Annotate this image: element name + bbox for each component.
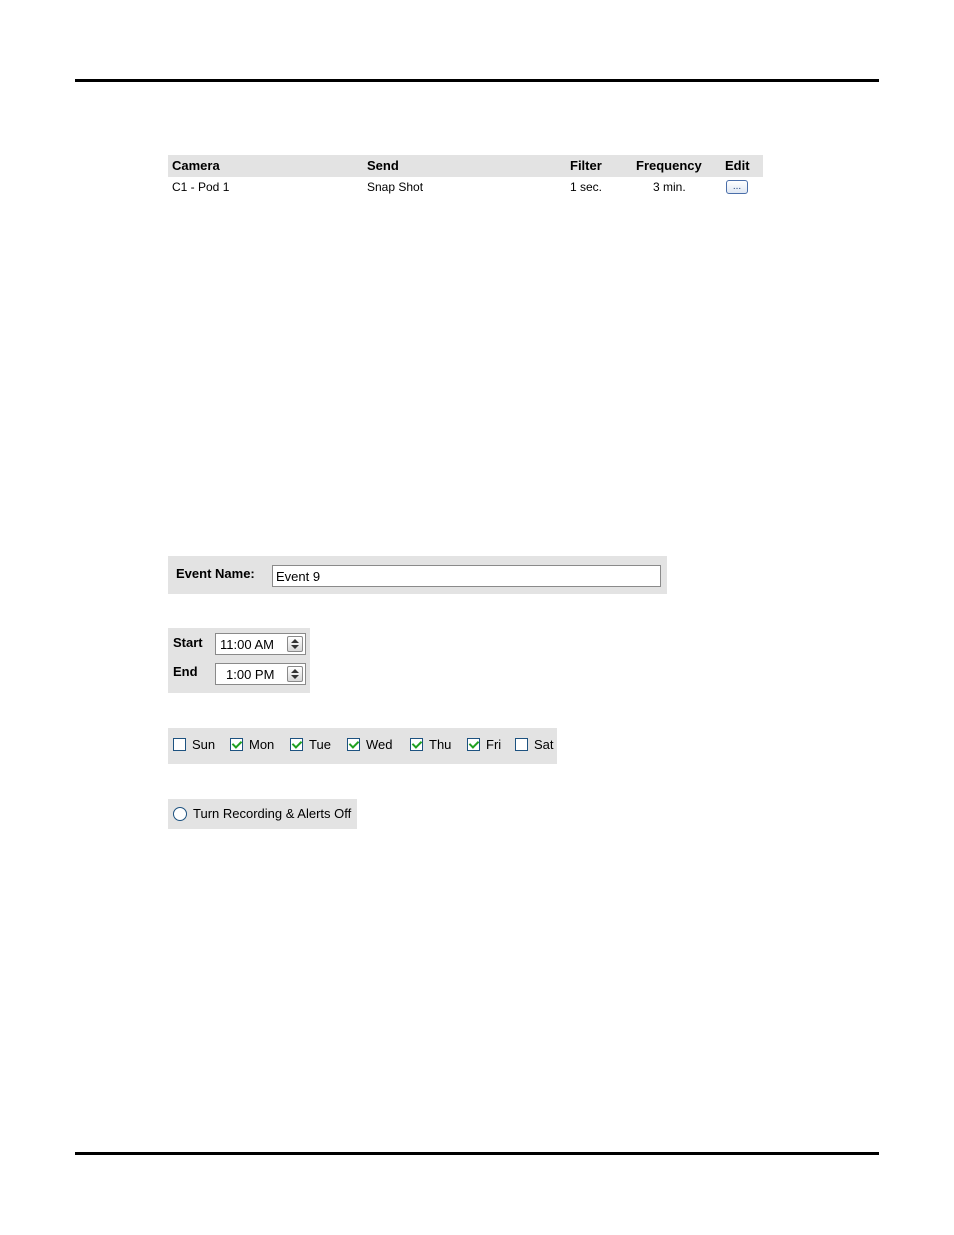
day-label: Thu [429, 737, 452, 752]
recording-off-option[interactable] [168, 799, 357, 829]
checkbox-icon[interactable] [467, 738, 480, 751]
day-label: Fri [486, 737, 502, 752]
end-label: End [173, 664, 198, 679]
table-row[interactable] [168, 177, 763, 199]
camera-table [168, 155, 763, 199]
spin-up-icon[interactable] [291, 639, 299, 643]
row-filter: 1 sec. [570, 180, 603, 194]
day-label: Mon [249, 737, 275, 752]
checkbox-icon[interactable] [290, 738, 303, 751]
day-label: Sat [534, 737, 554, 752]
recording-off-label: Turn Recording & Alerts Off [193, 806, 352, 821]
column-header-camera: Camera [172, 158, 220, 173]
end-time-field[interactable] [215, 663, 306, 685]
days-panel [168, 728, 557, 764]
start-time-value: 11:00 AM [220, 637, 274, 652]
day-label: Sun [192, 737, 216, 752]
spin-down-icon[interactable] [291, 675, 299, 679]
column-header-filter: Filter [570, 158, 602, 173]
bottom-divider [75, 1152, 879, 1155]
start-time-field[interactable] [215, 633, 306, 655]
edit-button[interactable]: ... [726, 180, 748, 194]
checkbox-icon[interactable] [230, 738, 243, 751]
radio-icon[interactable] [173, 807, 187, 821]
top-divider [75, 79, 879, 82]
row-camera: C1 - Pod 1 [172, 180, 230, 194]
start-label: Start [173, 635, 203, 650]
day-label: Wed [366, 737, 393, 752]
end-time-value: 1:00 PM [226, 667, 275, 682]
row-frequency: 3 min. [653, 180, 686, 194]
table-header [168, 155, 763, 177]
column-header-send: Send [367, 158, 399, 173]
time-panel [168, 628, 310, 693]
column-header-edit: Edit [725, 158, 750, 173]
day-label: Tue [309, 737, 331, 752]
row-send: Snap Shot [367, 180, 424, 194]
checkbox-icon[interactable] [173, 738, 186, 751]
checkbox-icon[interactable] [347, 738, 360, 751]
checkbox-icon[interactable] [515, 738, 528, 751]
column-header-frequency: Frequency [636, 158, 702, 173]
checkbox-icon[interactable] [410, 738, 423, 751]
event-name-panel [168, 556, 667, 594]
spin-up-icon[interactable] [291, 669, 299, 673]
start-time-spinner[interactable] [287, 636, 303, 652]
event-name-label: Event Name: [176, 566, 255, 581]
event-name-input[interactable] [272, 565, 661, 587]
spin-down-icon[interactable] [291, 645, 299, 649]
end-time-spinner[interactable] [287, 666, 303, 682]
